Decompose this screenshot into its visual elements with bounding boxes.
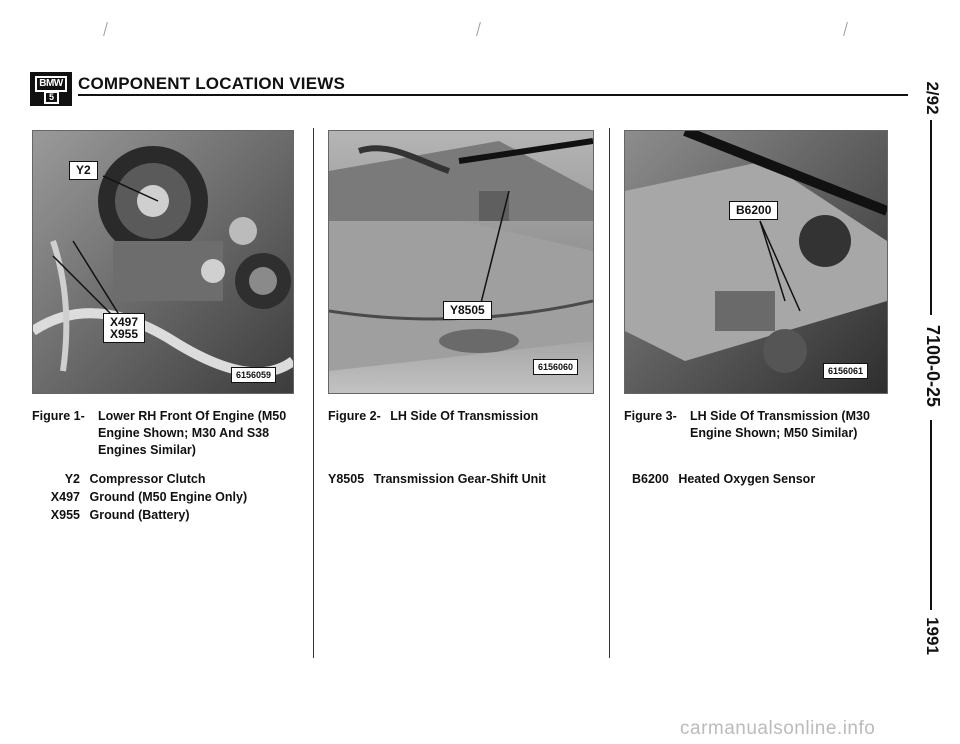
caption-line: LH Side Of Transmission [390,409,539,423]
legend-desc: Heated Oxygen Sensor [678,472,816,486]
logo-brand: BMW [35,76,67,92]
figure-3-legend [632,470,815,488]
side-rule [930,120,932,315]
scan-mark [843,22,854,36]
figure-3-photo [624,130,888,394]
photo-number: 6156061 [823,363,868,379]
legend-desc: Transmission Gear-Shift Unit [373,472,546,486]
legend-code: Y2 [64,472,80,486]
figure-2-legend [328,470,546,488]
caption-line: Engine Shown; M50 Similar) [690,426,858,440]
caption-line: Engines Similar) [98,443,196,457]
figure-1-photo [32,130,294,394]
legend-row [30,488,247,506]
caption-line: LH Side Of Transmission (M30 [690,409,870,423]
callout-b6200: B6200 [729,201,778,220]
figure-2-photo [328,130,594,394]
legend-code: X497 [50,490,80,504]
transmission-photo-illustration [329,131,593,393]
scan-mark [476,22,487,36]
side-year: 1991 [923,617,942,655]
page-title: COMPONENT LOCATION VIEWS [78,74,346,93]
legend-code: X955 [50,508,80,522]
transmission-oxygen-sensor-photo-illustration [625,131,887,393]
watermark: carmanualsonline.info [680,718,876,739]
column-divider [609,128,610,658]
photo-number: 6156060 [533,359,578,375]
callout-y8505: Y8505 [443,301,492,320]
legend-row [30,470,247,488]
side-rule [930,420,932,610]
side-date: 2/92 [923,81,942,115]
column-divider [313,128,314,658]
legend-row [30,506,247,524]
caption-line: Lower RH Front Of Engine (M50 [98,409,287,423]
side-section-number: 7100-0-25 [923,324,943,408]
figure-2-caption [328,408,538,425]
header-rule [78,94,908,96]
figure-label: Figure 1- [32,409,85,423]
legend-row [328,470,546,488]
legend-desc: Ground (M50 Engine Only) [89,490,248,504]
legend-code: Y8505 [328,472,365,486]
callout-y2: Y2 [69,161,98,180]
logo-series: 5 [44,91,59,104]
bmw-5-series-logo [30,72,72,106]
figure-1-caption [32,408,287,457]
figure-label: Figure 3- [624,409,677,423]
scan-mark [103,22,114,36]
figure-label: Figure 2- [328,409,381,423]
legend-row [632,470,815,488]
legend-code: B6200 [632,472,669,486]
figure-3-caption [624,408,870,440]
callout-x497-x955: X497 X955 [103,313,145,343]
photo-number: 6156059 [231,367,276,383]
legend-desc: Compressor Clutch [89,472,206,486]
figure-1-legend [30,470,247,524]
caption-line: Engine Shown; M30 And S38 [98,426,270,440]
legend-desc: Ground (Battery) [89,508,190,522]
